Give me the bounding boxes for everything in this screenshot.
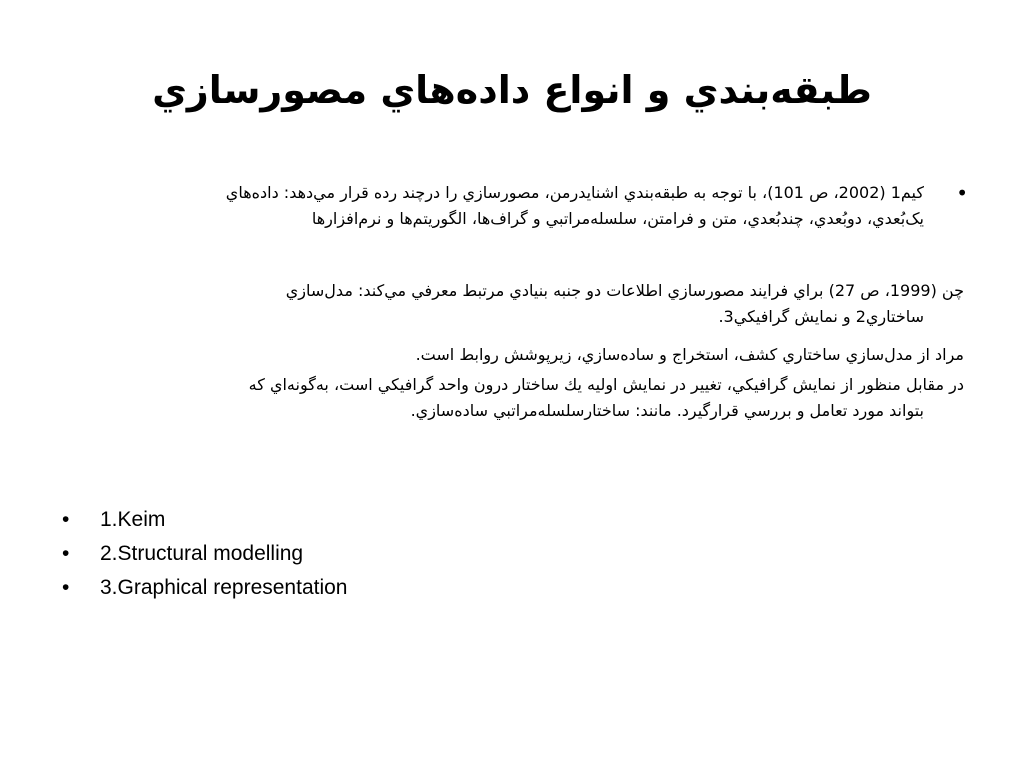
reference-item: [62, 571, 347, 605]
paragraph-graphical-line-2: بتواند مورد تعامل و بررسي قرارگيرد. مانند: ساختارسلسله‌مراتبي ساده‌سازي.: [410, 401, 924, 420]
slide-title: طبقه‌بندي و انواع داده‌هاي مصورسازي: [152, 68, 872, 112]
bullet: •: [956, 181, 968, 205]
reference-item: [62, 503, 347, 537]
bullet: •: [62, 542, 70, 565]
reference-item: [62, 537, 347, 571]
paragraph-keim: [60, 180, 968, 232]
paragraph-graphical-line-1: در مقابل منظور از نمايش گرافيكي، تغيير در نمايش اوليه يك ساختار درون واحد گرافيكي است، به‌گونه‌اي كه: [248, 375, 964, 394]
paragraph-structural-modelling: [60, 342, 964, 368]
paragraph-keim-line-2: يک‌بُعدي، دوبُعدي، چندبُعدي، متن و فرامتن، سلسله‌مراتبي و گراف‌ها، الگوريتم‌ها و نرم‌افزارها: [311, 209, 924, 228]
reference-text: 3.Graphical representation: [100, 576, 348, 599]
reference-text: 1.Keim: [100, 508, 166, 531]
paragraph-chen: [60, 278, 964, 330]
paragraph-structural-modelling-text: مراد از مدل‌سازي ساختاري كشف، استخراج و ساده‌سازي، زيرپوشش روابط است.: [415, 345, 964, 364]
paragraph-chen-line-2: ساختاري2 و نمايش گرافيكي3.: [718, 307, 924, 326]
paragraph-chen-line-1: چن (1999، ص 27) براي فرايند مصورسازي اطلاعات دو جنبه بنيادي مرتبط معرفي مي‌كند: مدل‌سازي: [285, 281, 964, 300]
reference-list: [62, 503, 347, 605]
paragraph-keim-line-1: كيم1 (2002، ص 101)، با توجه به طبقه‌بندي اشنايدرمن، مصورسازي را درچند رده قرار مي‌دهد: داده‌هاي: [225, 183, 924, 202]
bullet: •: [62, 576, 70, 599]
bullet: •: [62, 508, 70, 531]
reference-text: 2.Structural modelling: [100, 542, 304, 565]
paragraph-graphical-representation: [60, 372, 964, 424]
